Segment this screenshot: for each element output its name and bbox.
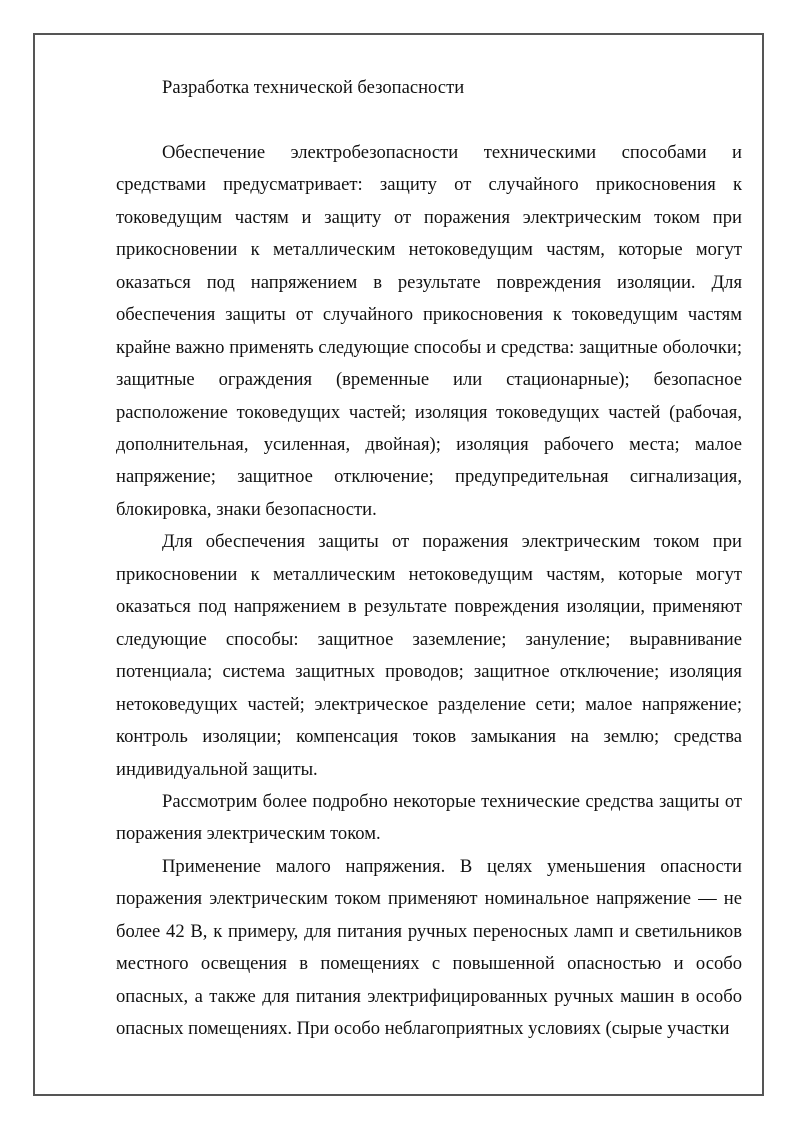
blank-line <box>116 104 742 136</box>
paragraph-3: Рассмотрим более подробно некоторые технические средства защиты от поражения электрическим током. <box>116 790 742 845</box>
paragraph-2: Для обеспечения защиты от поражения электрическим током при прикосновении к металлическим нетоковедущим частям, которые могут оказаться под напряжением в результате повреждения изоляции, применяют следующие способы: защитное заземление; зануление; выравнивание потенциала; система защитных проводов; защитное отключение; изоляция нетоковедущих частей; электрическое разделение сети; малое напряжение; контроль изоляции; компенсация токов замыкания на землю; средства индивидуальной защиты. <box>116 531 742 780</box>
document-heading: Разработка технической безопасности <box>162 77 465 98</box>
paragraph-1: Обеспечение электробезопасности техническими способами и средствами предусматривает: защиту от случайного прикосновения к токоведущим частям и защиту от поражения электрическим током при прикосновении к металлическим нетоковедущим частям, которые могут оказаться под напряжением в результате повреждения изоляции. Для обеспечения защиты от случайного прикосновения к токоведущим частям крайне важно применять следующие способы и средства: защитные оболочки; защитные ограждения (временные или стационарные); безопасное расположение токоведущих частей; изоляция токоведущих частей (рабочая, дополнительная, усиленная, двойная); изоляция рабочего места; малое напряжение; защитное отключение; предупредительная сигнализация, блокировка, знаки безопасности. <box>116 141 742 520</box>
paragraph-4: Применение малого напряжения. В целях уменьшения опасности поражения электрическим током применяют номинальное напряжение — не более 42 В, к примеру, для питания ручных переносных ламп и светильников местного освещения в помещениях с повышенной опасностью и особо опасных, а также для питания электрифицированных ручных машин в особо опасных помещениях. При особо неблагоприятных условиях (сырые участки <box>116 855 742 1040</box>
document-body <box>116 72 742 1046</box>
